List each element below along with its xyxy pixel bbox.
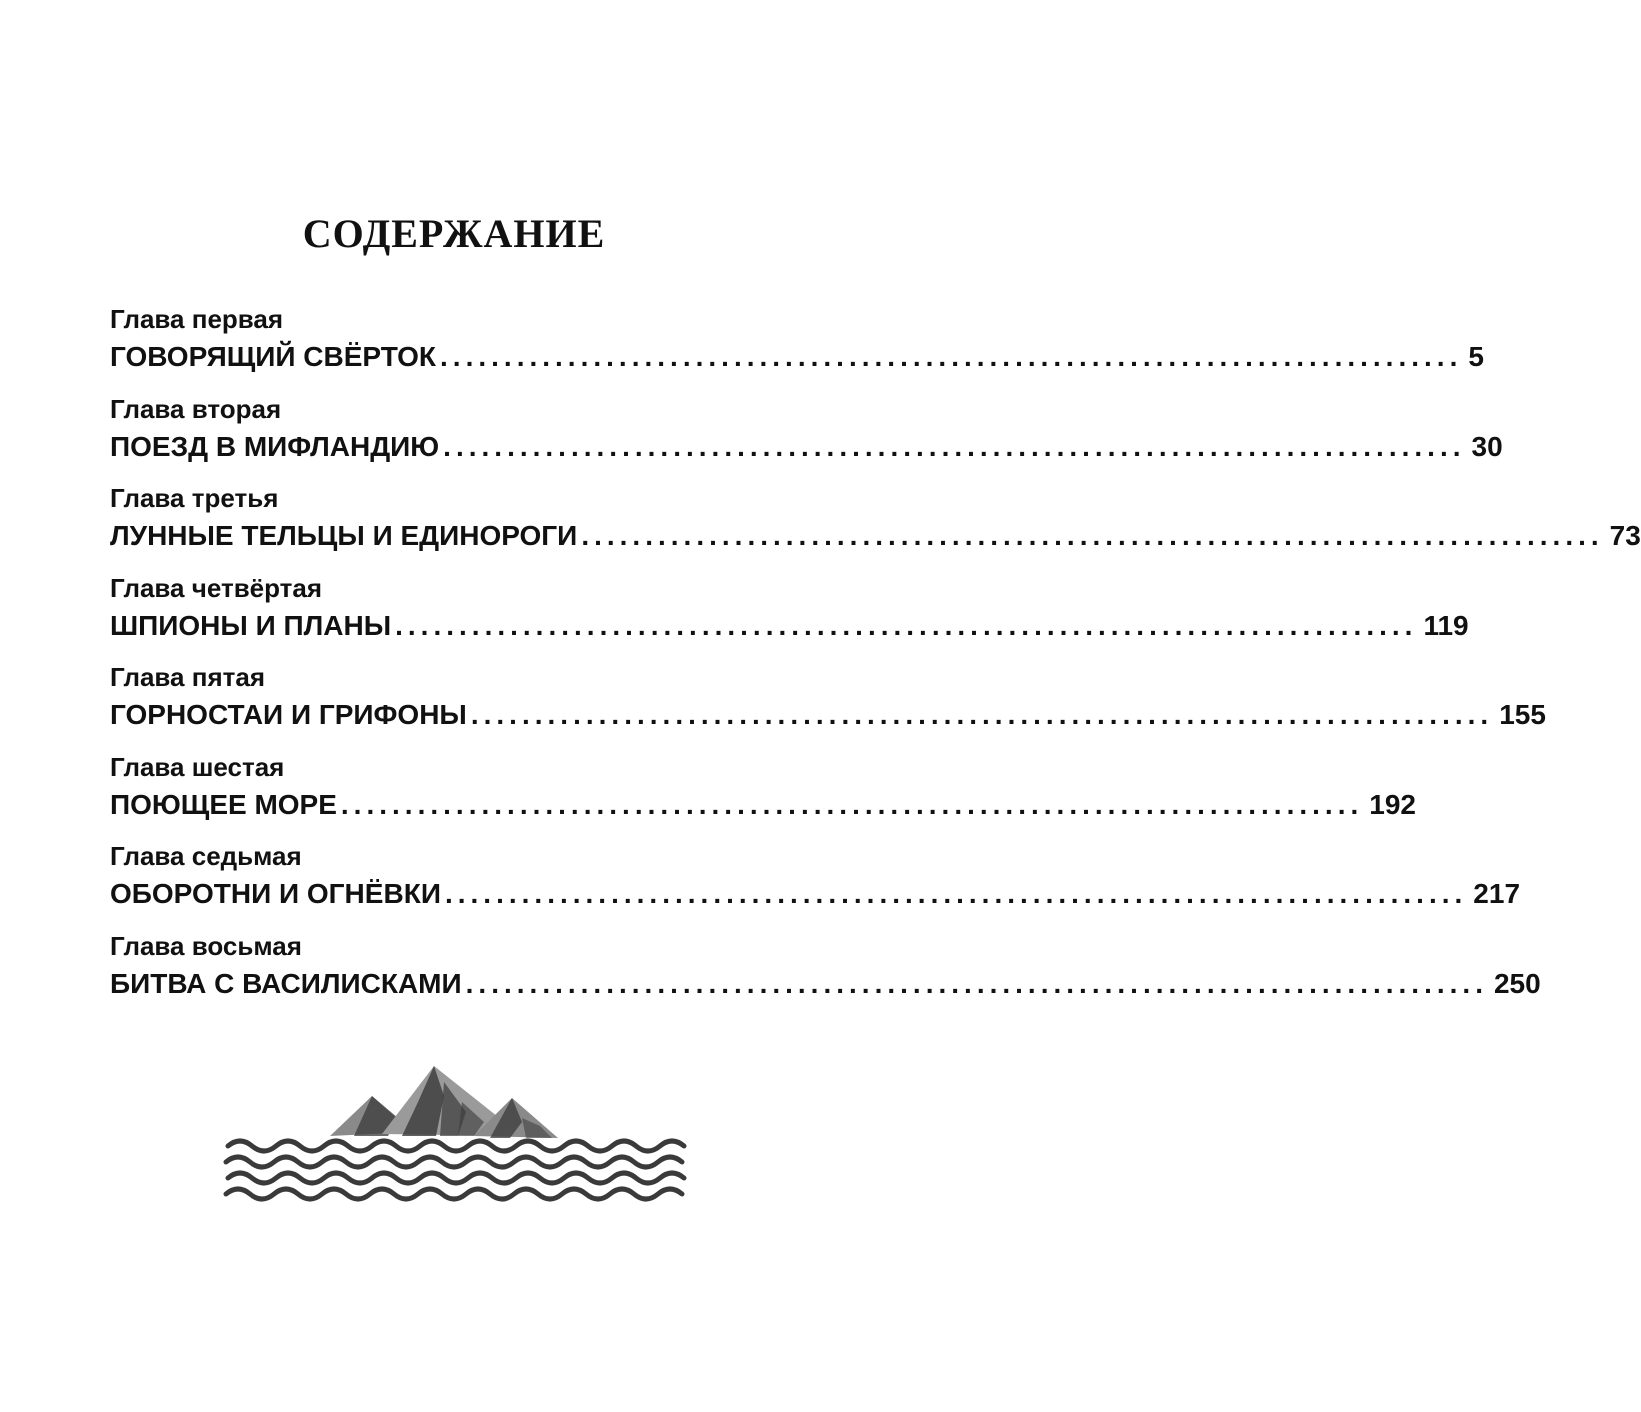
toc-entry-8[interactable] [110,927,1541,1017]
dot-leader: ................................................................................ [444,878,1468,909]
chapter-title[interactable]: БИТВА С ВАСИЛИСКАМИ [110,967,462,999]
page-number[interactable]: 30 [1471,430,1503,462]
dot-leader: ................................................................................ [395,609,1418,641]
toc-entry-3[interactable] [110,479,1641,569]
toc-entry-4[interactable] [110,569,1469,659]
page-title: СОДЕРЖАНИЕ [302,211,606,256]
chapter-label: Глава первая [110,304,284,334]
page-number[interactable]: 217 [1473,878,1521,909]
dot-leader: ................................................................................ [581,520,1604,551]
chapter-label: Глава пятая [110,662,265,692]
dot-leader: ................................................................................ [340,788,1364,820]
chapter-label: Глава третья [110,483,279,513]
page-number[interactable]: 73 [1609,520,1641,551]
chapter-row[interactable] [110,696,1546,734]
chapter-row[interactable] [110,517,1641,555]
page-number[interactable]: 192 [1369,788,1416,820]
page-number[interactable]: 5 [1468,341,1484,372]
chapter-title[interactable]: ЛУННЫЕ ТЕЛЬЦЫ И ЕДИНОРОГИ [110,520,578,551]
dot-leader: ................................................................................ [443,430,1466,462]
table-of-contents [110,300,1641,1016]
page-number[interactable]: 250 [1493,967,1541,999]
chapter-title[interactable]: ГОВОРЯЩИЙ СВЁРТОК [110,341,437,372]
chapter-row[interactable] [110,965,1541,1003]
chapter-title[interactable]: ГОРНОСТАИ И ГРИФОНЫ [110,699,467,730]
toc-entry-6[interactable] [110,748,1416,838]
chapter-label: Глава вторая [110,393,282,424]
chapter-title[interactable]: ОБОРОТНИ И ОГНЁВКИ [110,878,441,909]
mountain-sea-icon [222,1062,682,1202]
chapter-row[interactable] [110,786,1416,824]
chapter-row[interactable] [110,875,1521,913]
chapter-label: Глава четвёртая [110,572,323,603]
page-number[interactable]: 155 [1499,699,1546,730]
chapter-row[interactable] [110,428,1503,466]
chapter-row[interactable] [110,338,1484,376]
dot-leader: ................................................................................ [470,699,1494,730]
chapter-title[interactable]: ПОЮЩЕЕ МОРЕ [110,788,337,820]
toc-entry-5[interactable] [110,658,1546,748]
wave-icon [226,1141,684,1199]
chapter-label: Глава восьмая [110,930,302,961]
chapter-title[interactable]: ПОЕЗД В МИФЛАНДИЮ [110,430,440,462]
chapter-label: Глава шестая [110,751,285,782]
page-number[interactable]: 119 [1423,609,1469,641]
mountain-icon [330,1066,558,1138]
dot-leader: ................................................................................ [465,967,1488,999]
dot-leader: ................................................................................ [440,341,1463,372]
toc-entry-2[interactable] [110,390,1503,480]
toc-entry-7[interactable] [110,837,1521,927]
chapter-title[interactable]: ШПИОНЫ И ПЛАНЫ [110,609,392,641]
chapter-row[interactable] [110,607,1469,645]
toc-entry-1[interactable] [110,300,1484,390]
chapter-label: Глава седьмая [110,841,302,871]
